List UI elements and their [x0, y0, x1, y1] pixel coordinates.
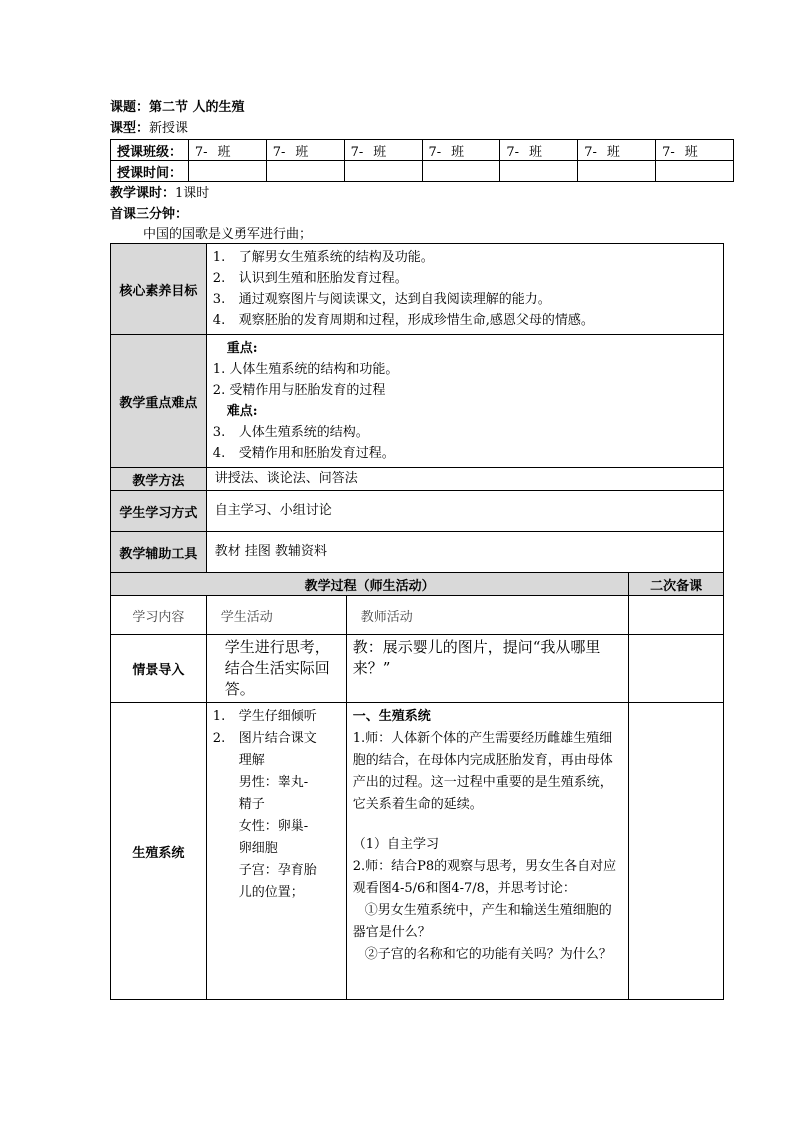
class-slot: 7- 班 — [188, 140, 266, 161]
student-method-value: 自主学习、小组讨论 — [206, 491, 723, 532]
time-slot — [344, 161, 422, 182]
core-goals-list — [206, 244, 723, 335]
second-prep-cell — [629, 635, 724, 703]
method-row — [111, 468, 724, 491]
teacher-paragraph: 1.师：人体新个体的产生需要经历雌雄生殖细胞的结合，在母体内完成胚胎发育，再由母体产出的过程。这一过程中重要的是生殖系统，它关系着生命的延续。 — [352, 731, 613, 812]
repro-teacher — [346, 703, 628, 1000]
class-slot: 7- 班 — [500, 140, 578, 161]
repro-label: 生殖系统 — [111, 703, 207, 1000]
aids-row — [111, 532, 724, 573]
note-female: 女性：卵巢-卵细胞 — [238, 819, 309, 856]
hours-label: 教学课时： — [110, 186, 176, 201]
teacher-question: ②子宫的名称和它的功能有关吗？为什么？ — [364, 947, 612, 962]
col-student-header: 学生活动 — [206, 596, 346, 635]
intro-student: 学生进行思考，结合生活实际回答。 — [206, 635, 346, 703]
repro-row — [111, 703, 724, 1000]
list-item: 2. 图片结合课文理解 — [212, 731, 317, 768]
list-item: 1. 了解男女生殖系统的结构及功能。 — [212, 250, 434, 265]
repro-student — [206, 703, 346, 1000]
time-row — [111, 161, 734, 182]
time-slot — [500, 161, 578, 182]
class-schedule-table — [110, 139, 734, 182]
teacher-question: ①男女生殖系统中，产生和输送生殖细胞的器官是什么？ — [352, 903, 612, 940]
class-slot: 7- 班 — [656, 140, 734, 161]
intro-teacher: 教：展示婴儿的图片，提问“我从哪里来？” — [346, 635, 628, 703]
time-slot — [656, 161, 734, 182]
time-slot — [422, 161, 500, 182]
aids-value: 教材 挂图 教辅资料 — [206, 532, 723, 573]
class-slot: 7- 班 — [344, 140, 422, 161]
note-male: 男性：睾丸-精子 — [238, 775, 309, 812]
intro-label: 情景导入 — [111, 635, 207, 703]
class-row — [111, 140, 734, 161]
student-method-row — [111, 491, 724, 532]
class-slot: 7- 班 — [578, 140, 656, 161]
intro-row — [111, 635, 724, 703]
key-points-content — [206, 335, 723, 468]
method-value: 讲授法、谈论法、问答法 — [206, 468, 723, 491]
method-label: 教学方法 — [111, 468, 207, 491]
col-content-header: 学习内容 — [111, 596, 207, 635]
type-line — [110, 120, 188, 138]
time-slot — [188, 161, 266, 182]
teacher-paragraph: 2.师：结合P8的观察与思考，男女生各自对应观看图4-5/6和图4-7/8，并思考讨论： — [352, 859, 617, 896]
key-points-label: 教学重点难点 — [111, 335, 207, 468]
topic-line — [110, 99, 245, 117]
key-title: 重点: — [226, 341, 258, 356]
type-label: 课型： — [110, 121, 150, 136]
topic-label: 课题： — [110, 100, 150, 115]
time-slot — [578, 161, 656, 182]
teacher-section-title: 一、生殖系统 — [352, 709, 431, 724]
list-item: 2. 受精作用与胚胎发育的过程 — [212, 383, 386, 398]
list-item: 1. 学生仔细倾听 — [212, 709, 317, 724]
second-prep-cell — [629, 703, 724, 1000]
class-label: 授课班级： — [111, 140, 189, 161]
process-header-row — [111, 573, 724, 596]
time-label: 授课时间： — [111, 161, 189, 182]
difficulty-title: 难点: — [226, 404, 258, 419]
list-item: 4. 观察胚胎的发育周期和过程，形成珍惜生命,感恩父母的情感。 — [212, 313, 594, 328]
core-goals-label: 核心素养目标 — [111, 244, 207, 335]
column-header-row — [111, 596, 724, 635]
core-goals-row — [111, 244, 724, 335]
class-slot: 7- 班 — [422, 140, 500, 161]
second-prep-label: 二次备课 — [629, 573, 724, 596]
list-item: 1. 人体生殖系统的结构和功能。 — [212, 362, 399, 377]
topic-value: 第二节 人的生殖 — [149, 100, 245, 115]
col-teacher-header: 教师活动 — [346, 596, 628, 635]
second-prep-cell — [629, 596, 724, 635]
list-item: 3. 通过观察图片与阅读课文，达到自我阅读理解的能力。 — [212, 292, 551, 307]
aids-label: 教学辅助工具 — [111, 532, 207, 573]
teacher-subtitle: （1）自主学习 — [352, 837, 440, 852]
type-value: 新授课 — [149, 121, 189, 136]
class-slot: 7- 班 — [266, 140, 344, 161]
list-item: 4. 受精作用和胚胎发育过程。 — [212, 446, 395, 461]
warmup-text: 中国的国歌是义勇军进行曲； — [143, 227, 313, 242]
note-uterus: 子宫：孕育胎儿的位置； — [238, 863, 317, 900]
process-title: 教学过程（师生活动） — [111, 573, 629, 596]
key-points-row — [111, 335, 724, 468]
list-item: 3. 人体生殖系统的结构。 — [212, 425, 369, 440]
hours-value: 1课时 — [175, 186, 210, 201]
time-slot — [266, 161, 344, 182]
warmup-label: 首课三分钟： — [110, 207, 189, 222]
student-method-label: 学生学习方式 — [111, 491, 207, 532]
lesson-plan-table — [110, 243, 724, 1000]
list-item: 2. 认识到生殖和胚胎发育过程。 — [212, 271, 408, 286]
hours-line — [110, 185, 209, 203]
